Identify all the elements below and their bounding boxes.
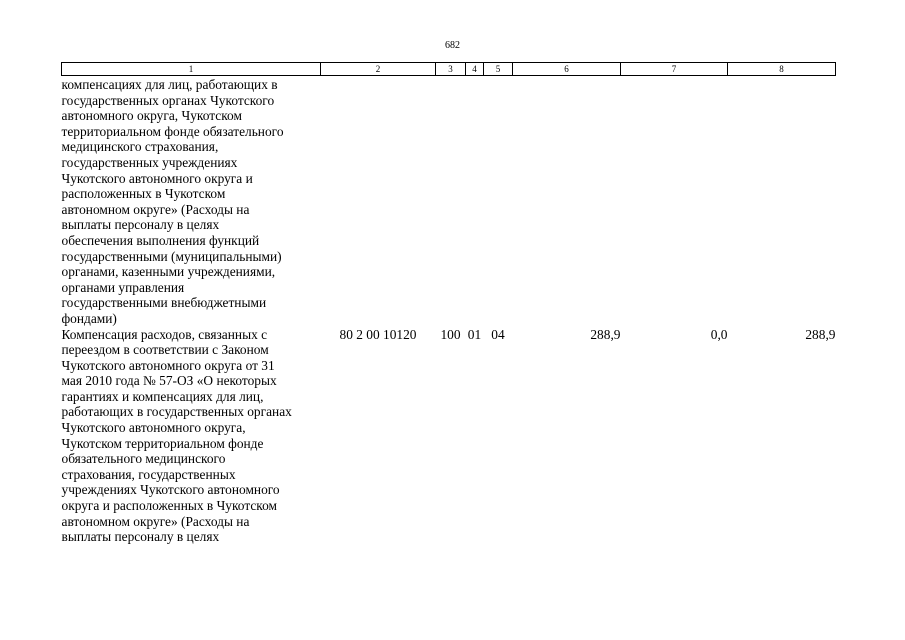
description-line: медицинского страхования,: [61, 139, 219, 155]
row-amount-2: 0,0: [710, 326, 728, 342]
column-header-7: 7: [621, 63, 728, 76]
description-line: страхования, государственных: [61, 466, 236, 482]
description-line: компенсациях для лиц, работающих в: [61, 77, 278, 92]
description-line: государственных учреждениях: [61, 154, 238, 170]
description-line: органами, казенными учреждениями,: [61, 264, 276, 280]
description-line: территориальном фонде обязательного: [61, 123, 284, 139]
page-number: 682: [445, 40, 460, 51]
description-line: Чукотского автономного округа,: [61, 420, 246, 436]
description-line: Чукотском территориальном фонде: [61, 435, 264, 451]
description-line: учреждениях Чукотского автономного: [61, 482, 280, 498]
row-target-code: 80 2 00 10120: [339, 326, 417, 342]
column-number-header-row: [62, 63, 836, 76]
row-amount-1: [513, 76, 621, 327]
row-expense-type: 100: [440, 326, 461, 342]
description-line: расположенных в Чукотском: [61, 186, 226, 202]
row-amount-1: 288,9: [590, 326, 621, 342]
description-line: Компенсация расходов, связанных с: [61, 326, 268, 342]
column-header-6: 6: [513, 63, 621, 76]
description-line: Чукотского автономного округа от 31: [61, 357, 275, 373]
description-line: Чукотского автономного округа и: [61, 170, 253, 186]
row-amount-2: [621, 76, 728, 327]
description-line: выплаты персоналу в целях: [61, 529, 220, 545]
description-line: государственными (муниципальными): [61, 248, 282, 264]
row-subsection: 04: [491, 326, 505, 342]
row-target-code: [321, 76, 436, 327]
column-header-8: 8: [728, 63, 836, 76]
description-line: работающих в государственных органах: [61, 404, 292, 420]
row-amount-3: 288,9: [805, 326, 836, 342]
description-line: государственными внебюджетными: [61, 295, 267, 311]
row-description: [62, 327, 321, 545]
column-header-1: 1: [62, 63, 321, 76]
row-section: [466, 76, 484, 327]
description-line: мая 2010 года № 57-ОЗ «О некоторых: [61, 373, 277, 389]
description-line: переездом в соответствии с Законом: [61, 342, 269, 358]
budget-table: [61, 62, 836, 545]
row-expense-type: [436, 76, 466, 327]
table-row: [62, 327, 836, 545]
description-line: округа и расположенных в Чукотском: [61, 498, 278, 514]
description-line: выплаты персоналу в целях: [61, 217, 220, 233]
description-line: государственных органах Чукотского: [61, 92, 275, 108]
description-line: автономном округе» (Расходы на: [61, 201, 250, 217]
description-line: гарантиях и компенсациях для лиц,: [61, 388, 264, 404]
description-line: автономном округе» (Расходы на: [61, 513, 250, 529]
column-header-5: 5: [484, 63, 513, 76]
row-section: 01: [467, 326, 482, 342]
row-description: [62, 76, 321, 327]
table-row: [62, 76, 836, 327]
description-line: обеспечения выполнения функций: [61, 232, 260, 248]
row-subsection: [484, 76, 513, 327]
description-line: фондами): [61, 310, 117, 326]
row-amount-3: [728, 76, 836, 327]
column-header-2: 2: [321, 63, 436, 76]
description-line: органами управления: [61, 279, 185, 295]
column-header-3: 3: [436, 63, 466, 76]
column-header-4: 4: [466, 63, 484, 76]
description-line: автономного округа, Чукотском: [61, 108, 242, 124]
description-line: обязательного медицинского: [61, 451, 226, 467]
